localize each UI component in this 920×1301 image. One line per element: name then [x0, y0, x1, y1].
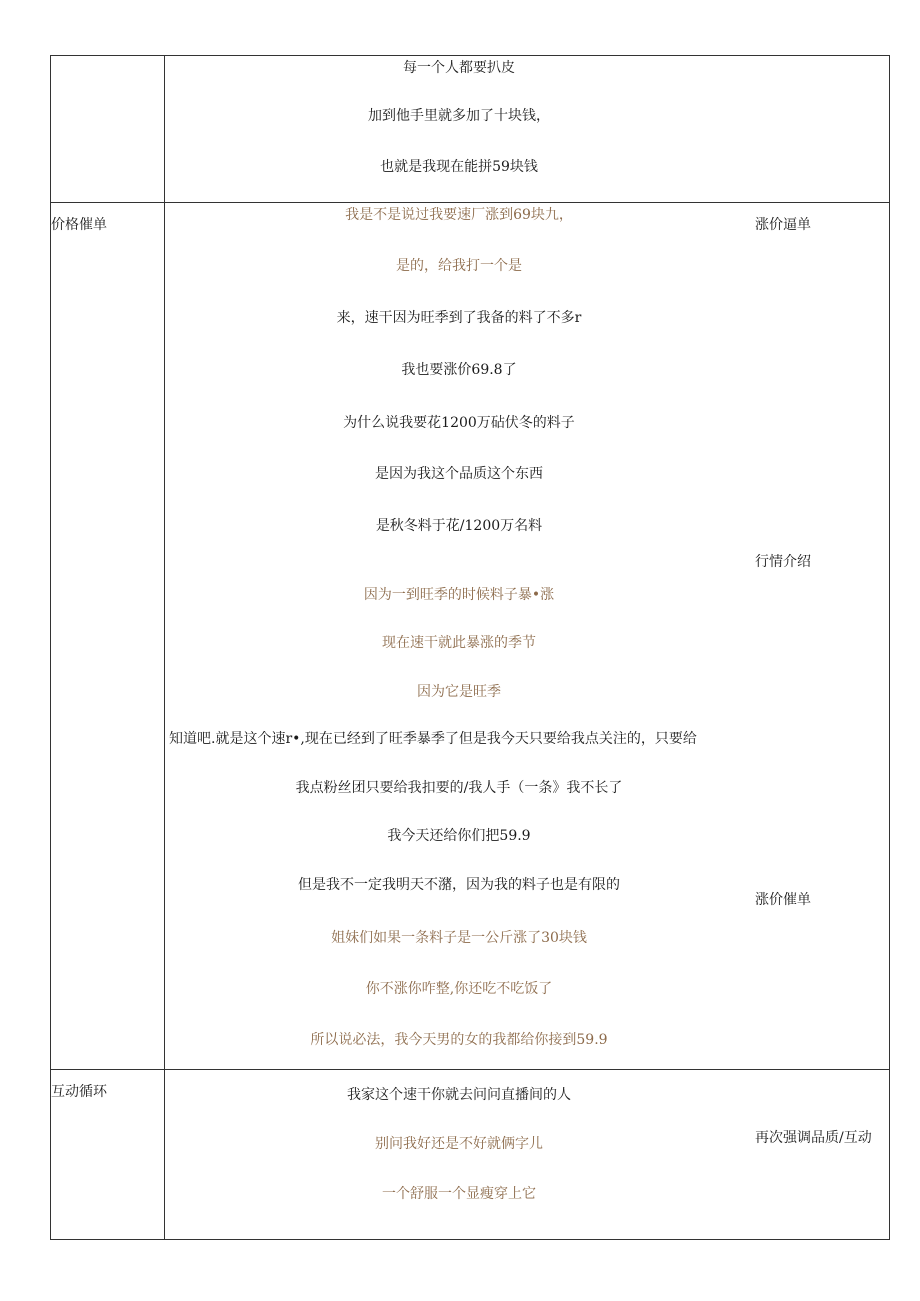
row-divider	[51, 1069, 889, 1070]
script-line: 但是我不一定我明天不潴，因为我的料子也是有限的	[298, 877, 620, 893]
script-line: 我也要涨价69.8了	[401, 362, 517, 378]
script-line: 每一个人都要扒皮	[403, 60, 515, 76]
script-line: 因为它是旺季	[417, 684, 501, 700]
script-line: 现在速干就此暴涨的季节	[382, 635, 536, 651]
script-line: 因为一到旺季的时候料子暴•涨	[363, 587, 555, 603]
section-note: 行情介绍	[755, 554, 811, 570]
script-line: 我家这个速干你就去问问直播间的人	[347, 1087, 571, 1103]
section-note: 涨价催单	[755, 892, 811, 908]
script-line: 我今天还给你们把59.9	[387, 828, 531, 844]
script-line: 别问我好还是不好就俩字儿	[375, 1136, 543, 1152]
section-note: 涨价逼单	[755, 217, 811, 233]
script-line: 加到他手里就多加了十块钱，	[368, 108, 550, 124]
script-table	[50, 55, 890, 1240]
script-line: 为什么说我要花1200万砧伏冬的料子	[343, 415, 575, 431]
script-line: 是的，给我打一个是	[396, 258, 522, 274]
script-line: 知道吧.就是这个速r•,现在已经到了旺季暴季了但是我今天只要给我点关注的，只要给	[169, 731, 697, 747]
section-label: 价格催单	[51, 217, 107, 233]
script-line: 是因为我这个品质这个东西	[375, 466, 543, 482]
script-line: 来，速干因为旺季到了我备的料了不多r	[336, 310, 582, 326]
script-line: 所以说必法，我今天男的女的我都给你接到59.9	[310, 1032, 608, 1048]
script-line: 我点粉丝团只要给我扣要的/我人手（一条》我不长了	[295, 780, 623, 796]
script-line: 也就是我现在能拼59块钱	[380, 159, 538, 175]
section-label: 互动循环	[51, 1084, 107, 1100]
script-line: 姐妹们如果一条料子是一公斤涨了30块钱	[331, 930, 587, 946]
script-line: 是秋冬料于花/1200万名料	[375, 518, 543, 534]
row-divider	[51, 202, 889, 203]
script-line: 我是不是说过我要速厂涨到69块九，	[345, 207, 573, 223]
section-note: 再次强调品质/互动	[755, 1130, 872, 1146]
script-line: 你不涨你咋整,你还吃不吃饭了	[365, 981, 553, 997]
script-line: 一个舒服一个显瘦穿上它	[382, 1186, 536, 1202]
